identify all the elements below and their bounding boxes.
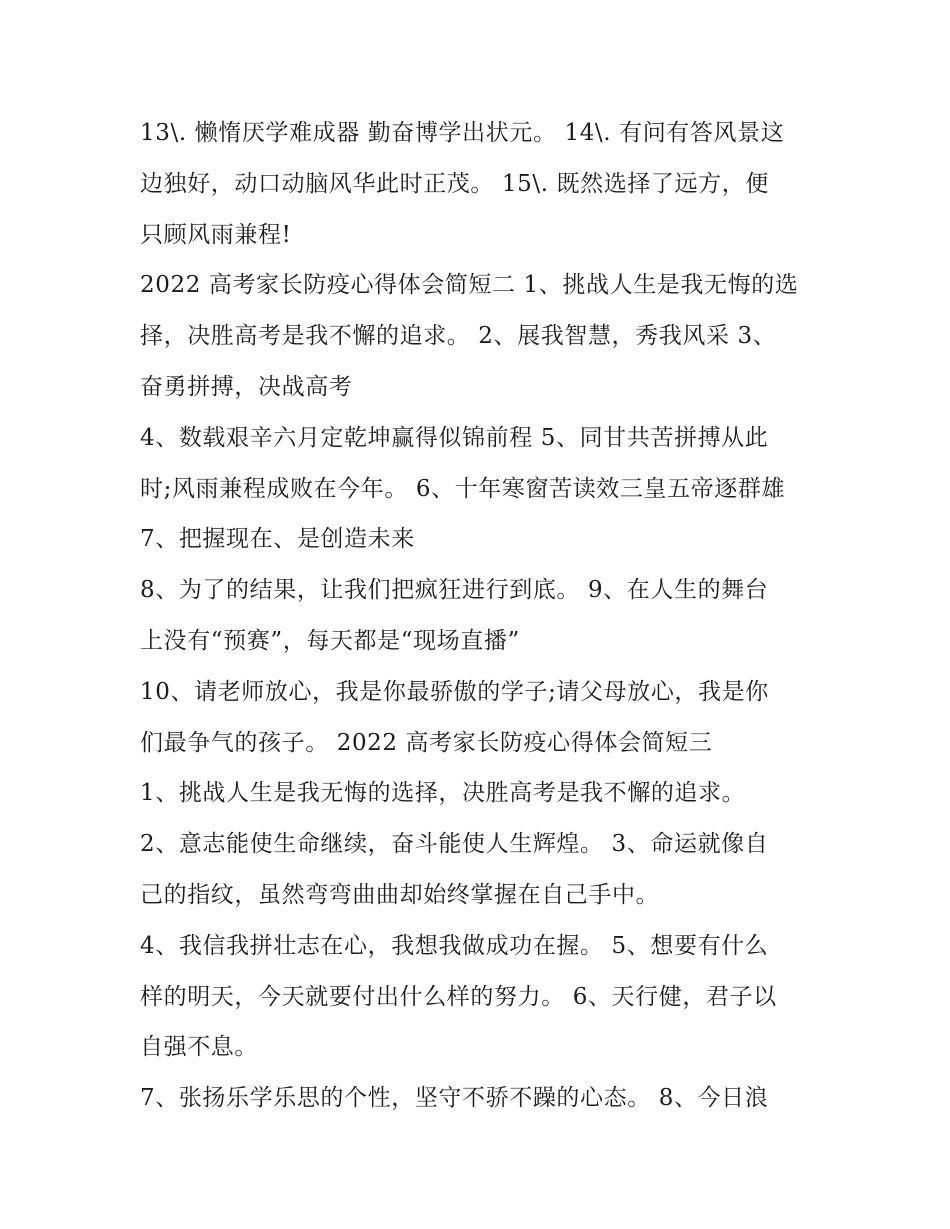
text-line: 边独好，动口动脑风华此时正茂。 15\. 既然选择了远方，便 [140, 170, 769, 197]
text-line: 4、我信我拼壮志在心，我想我做成功在握。 5、想要有什么 [140, 932, 769, 959]
text-line: 7、把握现在、是创造未来 [140, 526, 415, 553]
text-line: 只顾风雨兼程! [140, 221, 292, 248]
text-line: 8、为了的结果，让我们把疯狂进行到底。 9、在人生的舞台 [140, 577, 769, 604]
text-line: 1、挑战人生是我无悔的选择，决胜高考是我不懈的追求。 [140, 780, 746, 807]
text-line: 7、张扬乐学乐思的个性，坚守不骄不躁的心态。 8、今日浪 [140, 1085, 769, 1112]
text-line: 择，决胜高考是我不懈的追求。 2、展我智慧，秀我风采 3、 [140, 323, 777, 350]
text-line: 自强不息。 [140, 1034, 258, 1061]
text-line: 上没有“预赛”，每天都是“现场直播” [140, 627, 520, 654]
text-line: 2022 高考家长防疫心得体会简短二 1、挑战人生是我无悔的选 [140, 272, 799, 299]
text-line: 己的指纹，虽然弯弯曲曲却始终掌握在自己手中。 [140, 881, 660, 908]
text-line: 样的明天，今天就要付出什么样的努力。 6、天行健，君子以 [140, 983, 777, 1010]
text-line: 们最争气的孩子。 2022 高考家长防疫心得体会简短三 [140, 729, 713, 756]
text-line: 奋勇拼搏，决战高考 [140, 373, 353, 400]
text-line: 时;风雨兼程成败在今年。 6、十年寒窗苦读效三皇五帝逐群雄 [140, 475, 786, 502]
text-line: 4、数载艰辛六月定乾坤赢得似锦前程 5、同甘共苦拼搏从此 [140, 424, 769, 451]
text-line: 13\. 懒惰厌学难成器 勤奋博学出状元。 14\. 有问有答风景这 [140, 120, 785, 146]
document-body [140, 108, 820, 1124]
text-line: 10、请老师放心，我是你最骄傲的学子;请父母放心，我是你 [140, 678, 769, 705]
text-line: 2、意志能使生命继续，奋斗能使人生辉煌。 3、命运就像自 [140, 831, 769, 858]
